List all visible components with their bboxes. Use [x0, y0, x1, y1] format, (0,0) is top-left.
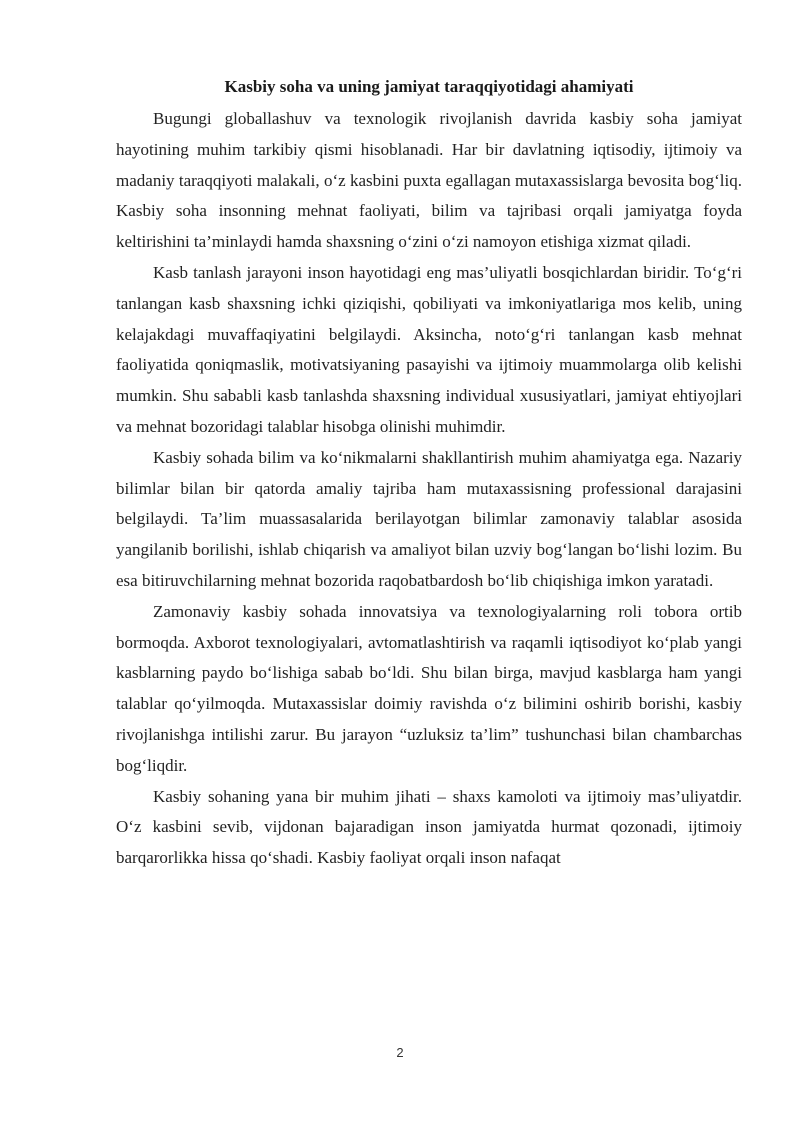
paragraph-1: Bugungi globallashuv va texnologik rivojlanish davrida kasbiy soha jamiyat hayotining muhim tarkibiy qismi hisoblanadi. Har bir davlatning iqtisodiy, ijtimoiy va madaniy taraqqiyoti malakali, o‘z kasbini puxta egallagan mutaxassislarga bevosita bog‘liq. Kasbiy soha insonning mehnat faoliyati, bilim va tajribasi orqali jamiyatga foyda keltirishini ta’minlaydi hamda shaxsning o‘zini o‘zi namoyon etishiga xizmat qiladi.	[116, 109, 742, 252]
paragraph-5: Kasbiy sohaning yana bir muhim jihati – shaxs kamoloti va ijtimoiy mas’uliyatdir. O‘z kasbini sevib, vijdonan bajaradigan inson jamiyatda hurmat qozonadi, ijtimoiy barqarorlikka hissa qo‘shadi. Kasbiy faoliyat orqali inson nafaqat	[116, 786, 742, 868]
paragraph-3: Kasbiy sohada bilim va ko‘nikmalarni shakllantirish muhim ahamiyatga ega. Nazariy bilimlar bilan bir qatorda amaliy tajriba ham mutaxassisning professional darajasini belgilaydi. Ta’lim muassasalarida berilayotgan bilimlar zamonaviy talablar asosida yangilanib borilishi, ishlab chiqarish va amaliyot bilan uzviy bog‘langan bo‘lishi lozim. Bu esa bitiruvchilarning mehnat bozorida raqobatbardosh bo‘lib chiqishiga imkon yaratadi.	[116, 447, 742, 590]
page-content	[116, 72, 742, 874]
page-title: Kasbiy soha va uning jamiyat taraqqiyotidagi ahamiyati	[224, 77, 634, 96]
paragraph-2: Kasb tanlash jarayoni inson hayotidagi eng mas’uliyatli bosqichlardan biridir. To‘g‘ri tanlangan kasb shaxsning ichki qiziqishi, qobiliyati va imkoniyatlariga mos kelib, uning kelajakdagi muvaffaqiyatini belgilaydi. Aksincha, noto‘g‘ri tanlangan kasb mehnat faoliyatida qoniqmaslik, motivatsiyaning pasayishi va ijtimoiy muammolarga olib kelishi mumkin. Shu sababli kasb tanlashda shaxsning individual xususiyatlari, jamiyat ehtiyojlari va mehnat bozoridagi talablar hisobga olinishi muhimdir.	[116, 262, 742, 436]
paragraph-4: Zamonaviy kasbiy sohada innovatsiya va texnologiyalarning roli tobora ortib bormoqda. Axborot texnologiyalari, avtomatlashtirish va raqamli iqtisodiyot ko‘plab yangi kasblarning paydo bo‘lishiga sabab bo‘ldi. Shu bilan birga, mavjud kasblarga ham yangi talablar qo‘yilmoqda. Mutaxassislar doimiy ravishda o‘z bilimini oshirib borishi, kasbiy rivojlanishga intilishi zarur. Bu jarayon “uzluksiz ta’lim” tushunchasi bilan chambarchas bog‘liqdir.	[116, 601, 742, 775]
page-number: 2	[396, 1045, 404, 1060]
